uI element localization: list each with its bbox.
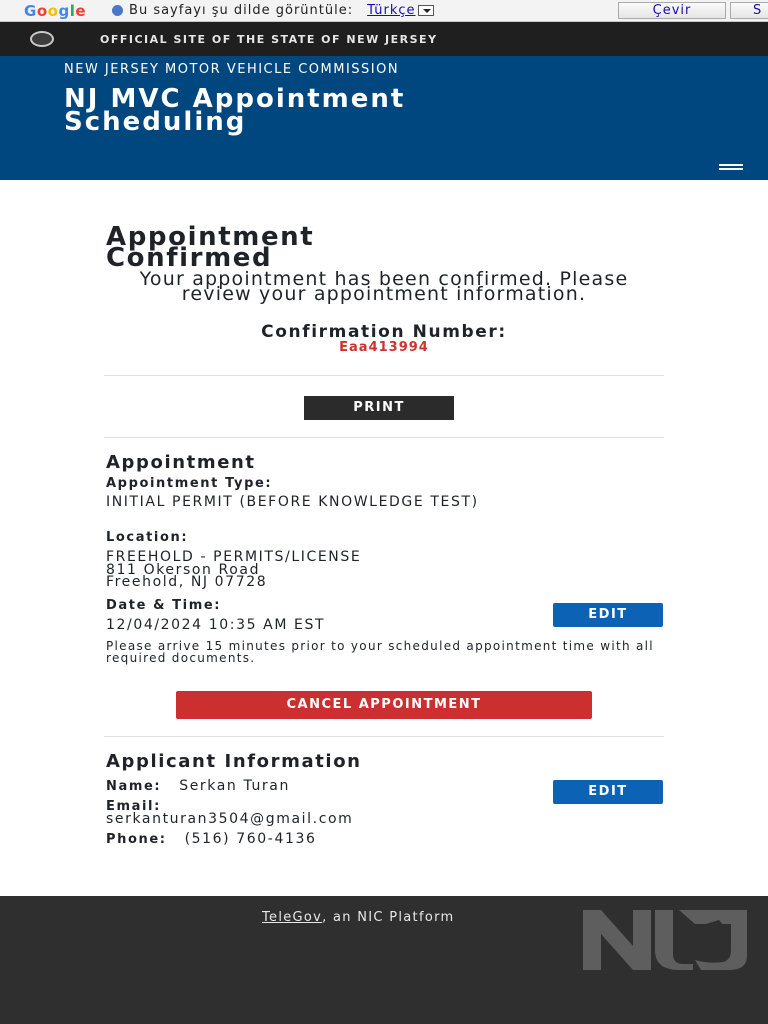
phone-label: Phone:	[106, 832, 167, 847]
footer-credit	[262, 910, 454, 925]
location-street: 811 Okerson Road	[106, 562, 261, 578]
translate-prompt	[112, 3, 353, 18]
phone-row	[106, 831, 317, 847]
location-label: Location:	[106, 530, 189, 545]
translate-button[interactable]: Çevir	[618, 2, 726, 19]
arrival-note: Please arrive 15 minutes prior to your scheduled appointment time with all required documents.	[106, 639, 654, 665]
email-label: Email:	[106, 799, 161, 814]
appointment-type-value: INITIAL PERMIT (BEFORE KNOWLEDGE TEST)	[106, 494, 479, 510]
menu-icon[interactable]	[719, 164, 743, 172]
site-header	[0, 56, 768, 180]
appointment-heading: Appointment	[106, 452, 256, 473]
confirmation-number: Eaa413994	[339, 340, 429, 355]
nj-logo-icon	[583, 910, 747, 970]
language-select-value: Türkçe	[367, 3, 416, 18]
translate-bar	[0, 0, 768, 22]
name-label: Name:	[106, 779, 162, 794]
globe-icon	[112, 5, 123, 16]
site-footer	[0, 896, 768, 1024]
page-title: Appointment Confirmed	[106, 222, 315, 273]
official-site-text: OFFICIAL SITE OF THE STATE OF NEW JERSEY	[100, 32, 438, 46]
confirmation-number-label: Confirmation Number:	[261, 322, 507, 342]
divider	[104, 437, 664, 438]
divider	[104, 375, 664, 376]
location-name: FREEHOLD - PERMITS/LICENSE	[106, 549, 362, 565]
applicant-heading: Applicant Information	[106, 751, 362, 772]
name-row	[106, 778, 290, 794]
divider	[104, 736, 664, 737]
name-value: Serkan Turan	[179, 778, 290, 794]
cancel-appointment-button[interactable]: CANCEL APPOINTMENT	[176, 691, 592, 719]
edit-applicant-button[interactable]: EDIT	[553, 780, 663, 804]
agency-name: NEW JERSEY MOTOR VEHICLE COMMISSION	[64, 62, 400, 77]
google-logo[interactable]: Google	[24, 1, 87, 20]
edit-appointment-button[interactable]: EDIT	[553, 603, 663, 627]
datetime-value: 12/04/2024 10:35 AM EST	[106, 617, 326, 633]
print-button[interactable]: PRINT	[304, 396, 454, 420]
language-select[interactable]	[367, 3, 433, 18]
site-title[interactable]: NJ MVC Appointment Scheduling	[64, 84, 406, 137]
datetime-label: Date & Time:	[106, 598, 222, 613]
email-value: serkanturan3504@gmail.com	[106, 811, 354, 827]
appointment-type-label: Appointment Type:	[106, 476, 273, 491]
official-site-bar	[0, 22, 768, 56]
location-city: Freehold, NJ 07728	[106, 574, 268, 590]
footer-credit-suffix: , an NIC Platform	[322, 910, 455, 925]
translate-prompt-text: Bu sayfayı şu dilde görüntüle:	[129, 3, 354, 18]
translate-options-button[interactable]: S	[730, 2, 768, 19]
confirmation-message: Your appointment has been confirmed. Please review your appointment information.	[139, 268, 629, 305]
telegov-link[interactable]: TeleGov	[262, 910, 323, 925]
nj-seal-icon	[30, 31, 54, 47]
chevron-down-icon[interactable]	[418, 5, 434, 16]
phone-value: (516) 760-4136	[184, 831, 317, 847]
